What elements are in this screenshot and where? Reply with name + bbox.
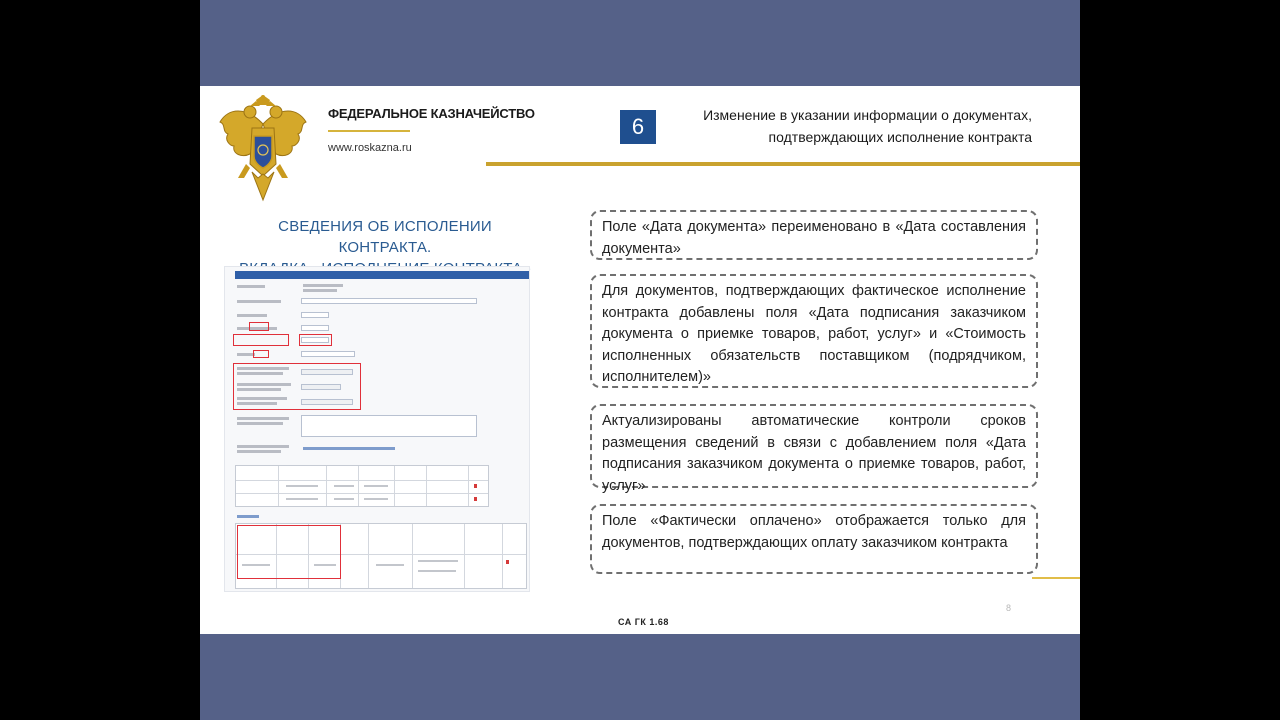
highlight-marker bbox=[233, 334, 289, 346]
callout-updated-controls: Актуализированы автоматические контроли сроков размещения сведений в связи с добавлением поля «Дата подписания заказчиком документа о приемке товаров, работ, услуг» bbox=[590, 404, 1038, 488]
form-input bbox=[301, 399, 353, 405]
form-label bbox=[237, 383, 291, 386]
form-label bbox=[237, 285, 265, 288]
add-link bbox=[237, 515, 259, 518]
table-col-divider bbox=[464, 524, 465, 588]
callout-actually-paid: Поле «Фактически оплачено» отображается только для документов, подтверждающих оплату заказчиком контракта bbox=[590, 504, 1038, 574]
highlight-marker bbox=[237, 525, 341, 579]
table-col-divider bbox=[426, 466, 427, 506]
decorative-gold-line bbox=[1032, 577, 1080, 579]
table-col-divider bbox=[468, 466, 469, 506]
delete-icon bbox=[474, 484, 477, 488]
highlight-marker bbox=[253, 350, 269, 358]
form-textarea bbox=[301, 415, 477, 437]
highlight-marker bbox=[249, 322, 269, 331]
table-cell bbox=[286, 485, 318, 487]
callout-date-renamed: Поле «Дата документа» переименовано в «Дата составления документа» bbox=[590, 210, 1038, 260]
table-row-divider bbox=[236, 480, 488, 481]
table-col-divider bbox=[394, 466, 395, 506]
form-label bbox=[237, 450, 281, 453]
form-label bbox=[237, 372, 283, 375]
organization-name: ФЕДЕРАЛЬНОЕ КАЗНАЧЕЙСТВО bbox=[328, 106, 535, 121]
form-input bbox=[301, 312, 329, 318]
emblem-logo bbox=[216, 94, 310, 206]
form-header-bar bbox=[235, 271, 529, 279]
delete-icon bbox=[506, 560, 509, 564]
organization-website: www.roskazna.ru bbox=[328, 142, 412, 154]
form-table bbox=[235, 465, 489, 507]
form-screenshot bbox=[224, 266, 530, 592]
form-label bbox=[237, 422, 283, 425]
table-cell bbox=[418, 560, 458, 562]
form-input bbox=[301, 369, 353, 375]
form-label bbox=[237, 397, 287, 400]
form-label bbox=[237, 402, 277, 405]
table-col-divider bbox=[358, 466, 359, 506]
table-col-divider bbox=[412, 524, 413, 588]
form-label bbox=[237, 417, 289, 420]
table-col-divider bbox=[502, 524, 503, 588]
delete-icon bbox=[474, 497, 477, 501]
slide-title-line-2: подтверждающих исполнение контракта bbox=[768, 129, 1032, 145]
footer-code: СА ГК 1.68 bbox=[618, 617, 669, 627]
slide-title bbox=[662, 104, 1032, 148]
form-link bbox=[303, 447, 395, 450]
form-select bbox=[301, 298, 477, 304]
presentation-slide bbox=[200, 86, 1080, 634]
table-row-divider bbox=[236, 493, 488, 494]
form-input bbox=[301, 325, 329, 331]
table-col-divider bbox=[368, 524, 369, 588]
table-cell bbox=[418, 570, 456, 572]
form-label bbox=[237, 314, 267, 317]
bottom-band bbox=[200, 634, 1080, 720]
form-input bbox=[301, 384, 341, 390]
slide-title-line-1: Изменение в указании информации о документах, bbox=[703, 107, 1032, 123]
form-label bbox=[237, 300, 281, 303]
page-number: 8 bbox=[1006, 603, 1012, 613]
form-label bbox=[237, 445, 289, 448]
table-col-divider bbox=[278, 466, 279, 506]
form-label bbox=[303, 289, 337, 292]
top-band bbox=[200, 0, 1080, 86]
section-heading-line-1: СВЕДЕНИЯ ОБ ИСПОЛЕНИИ КОНТРАКТА. bbox=[278, 218, 492, 256]
header-gold-rule bbox=[486, 162, 1080, 166]
table-cell bbox=[364, 485, 388, 487]
org-divider bbox=[328, 130, 410, 132]
table-cell bbox=[376, 564, 404, 566]
table-col-divider bbox=[326, 466, 327, 506]
form-label bbox=[237, 367, 289, 370]
slide-number-badge: 6 bbox=[620, 110, 656, 144]
callout-new-fields: Для документов, подтверждающих фактическое исполнение контракта добавлены поля «Дата подписания заказчиком документа о приемке товаров, работ, услуг» и «Стоимость исполненных обязательств поставщиком (подрядчиком, исполнителем)» bbox=[590, 274, 1038, 388]
table-cell bbox=[334, 498, 354, 500]
form-label bbox=[237, 388, 281, 391]
table-cell bbox=[364, 498, 388, 500]
table-cell bbox=[334, 485, 354, 487]
highlight-marker bbox=[299, 334, 332, 346]
form-input bbox=[301, 351, 355, 357]
table-cell bbox=[286, 498, 318, 500]
form-label bbox=[303, 284, 343, 287]
